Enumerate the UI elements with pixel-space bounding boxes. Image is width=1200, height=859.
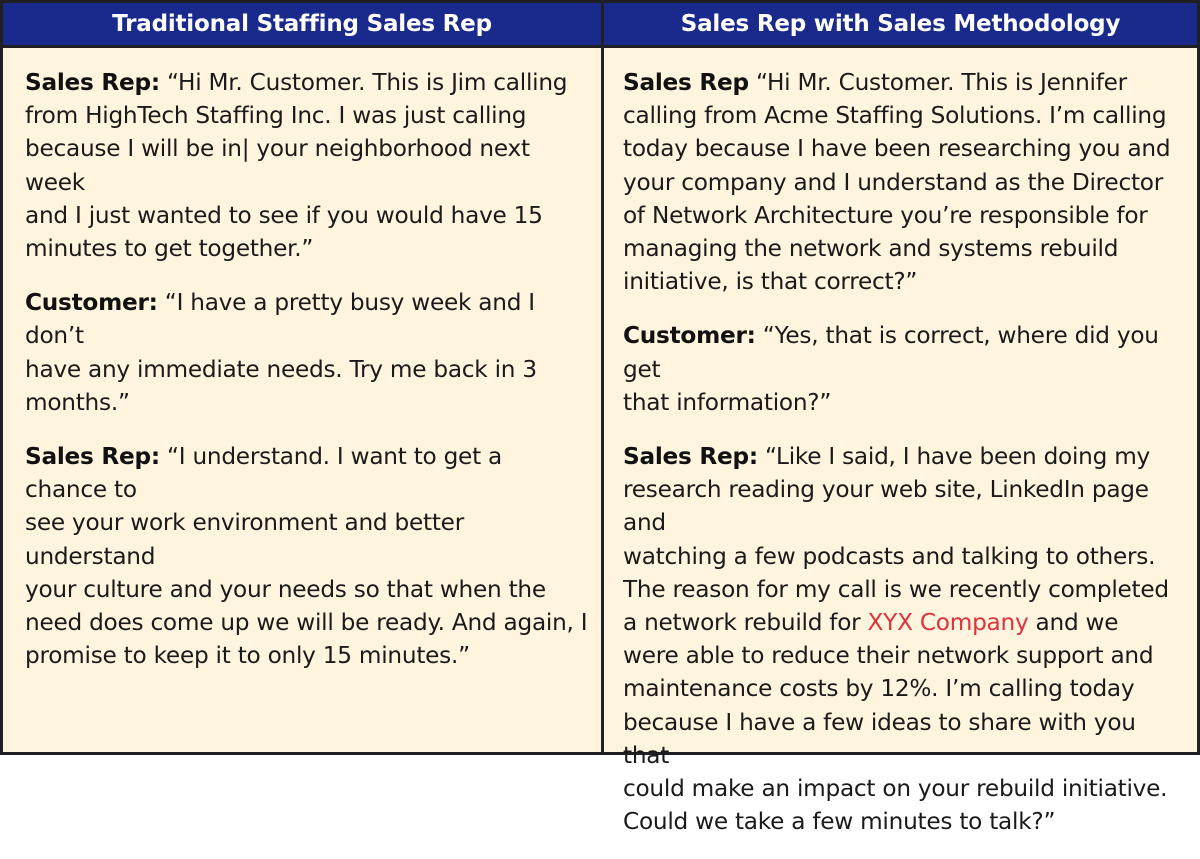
left-customer xyxy=(25,286,590,419)
dialogue-line: see your work environment and better understand xyxy=(25,509,464,570)
dialogue-line: could make an impact on your rebuild initiative. xyxy=(623,775,1168,803)
dialogue-line: of Network Architecture you’re responsible for xyxy=(623,201,1148,229)
dialogue-line: promise to keep it to only 15 minutes.” xyxy=(25,642,470,670)
dialogue-line: calling from Acme Staffing Solutions. I’m calling xyxy=(623,102,1167,130)
column-divider xyxy=(601,45,604,752)
speaker-label: Sales Rep: xyxy=(623,443,758,471)
dialogue-line: initiative, is that correct?” xyxy=(623,268,918,296)
dialogue-line: and we xyxy=(1028,609,1119,637)
left-sales-rep-2 xyxy=(25,440,590,672)
right-customer xyxy=(623,319,1183,419)
header-divider xyxy=(601,3,604,47)
dialogue-line: that information?” xyxy=(623,388,832,416)
right-sales-rep-1 xyxy=(623,66,1183,298)
dialogue-line: maintenance costs by 12%. I’m calling today xyxy=(623,675,1135,703)
speaker-label: Customer: xyxy=(623,322,756,350)
dialogue-line: The reason for my call is we recently completed xyxy=(623,575,1169,603)
dialogue-line: were able to reduce their network support and xyxy=(623,642,1154,670)
dialogue-line: today because I have been researching you and xyxy=(623,135,1171,163)
left-sales-rep-1 xyxy=(25,66,590,265)
speaker-label: Customer: xyxy=(25,289,158,317)
dialogue-line: “Hi Mr. Customer. This is Jim calling xyxy=(159,69,568,96)
dialogue-line: from HighTech Staffing Inc. I was just calling xyxy=(25,102,527,130)
speaker-label: Sales Rep: xyxy=(25,69,160,96)
traditional-column xyxy=(25,66,590,693)
dialogue-line: a network rebuild for xyxy=(623,609,868,637)
dialogue-line: your company and I understand as the Director xyxy=(623,168,1164,196)
header-traditional: Traditional Staffing Sales Rep xyxy=(3,3,601,45)
header-rule xyxy=(3,45,1197,48)
dialogue-line: managing the network and systems rebuild xyxy=(623,235,1119,263)
dialogue-line: minutes to get together.” xyxy=(25,235,314,263)
header-methodology: Sales Rep with Sales Methodology xyxy=(604,3,1197,45)
speaker-label: Sales Rep: xyxy=(25,443,160,471)
dialogue-line: Could we take a few minutes to talk?” xyxy=(623,808,1056,836)
dialogue-line: “Like I said, I have been doing my xyxy=(757,443,1151,471)
dialogue-line: have any immediate needs. Try me back in 3 xyxy=(25,355,537,383)
dialogue-line: months.” xyxy=(25,388,130,416)
dialogue-line: your culture and your needs so that when the xyxy=(25,575,546,603)
dialogue-line: “I understand. I want to get a chance to xyxy=(25,443,502,504)
dialogue-line: research reading your web site, LinkedIn page and xyxy=(623,476,1149,537)
dialogue-line: because I have a few ideas to share with you that xyxy=(623,708,1136,769)
dialogue-line: “Hi Mr. Customer. This is Jennifer xyxy=(748,69,1127,96)
dialogue-line: because I will be in| your neighborhood next week xyxy=(25,135,530,196)
dialogue-line: watching a few podcasts and talking to others. xyxy=(623,542,1156,570)
dialogue-line: “I have a pretty busy week and I don’t xyxy=(25,289,535,350)
company-highlight: XYX Company xyxy=(867,609,1029,637)
methodology-column xyxy=(623,66,1183,859)
dialogue-line: and I just wanted to see if you would have 15 xyxy=(25,201,543,229)
right-sales-rep-2 xyxy=(623,440,1183,838)
dialogue-line: “Yes, that is correct, where did you get xyxy=(623,322,1159,383)
dialogue-line: need does come up we will be ready. And again, I xyxy=(25,609,588,637)
speaker-label: Sales Rep xyxy=(623,69,749,96)
